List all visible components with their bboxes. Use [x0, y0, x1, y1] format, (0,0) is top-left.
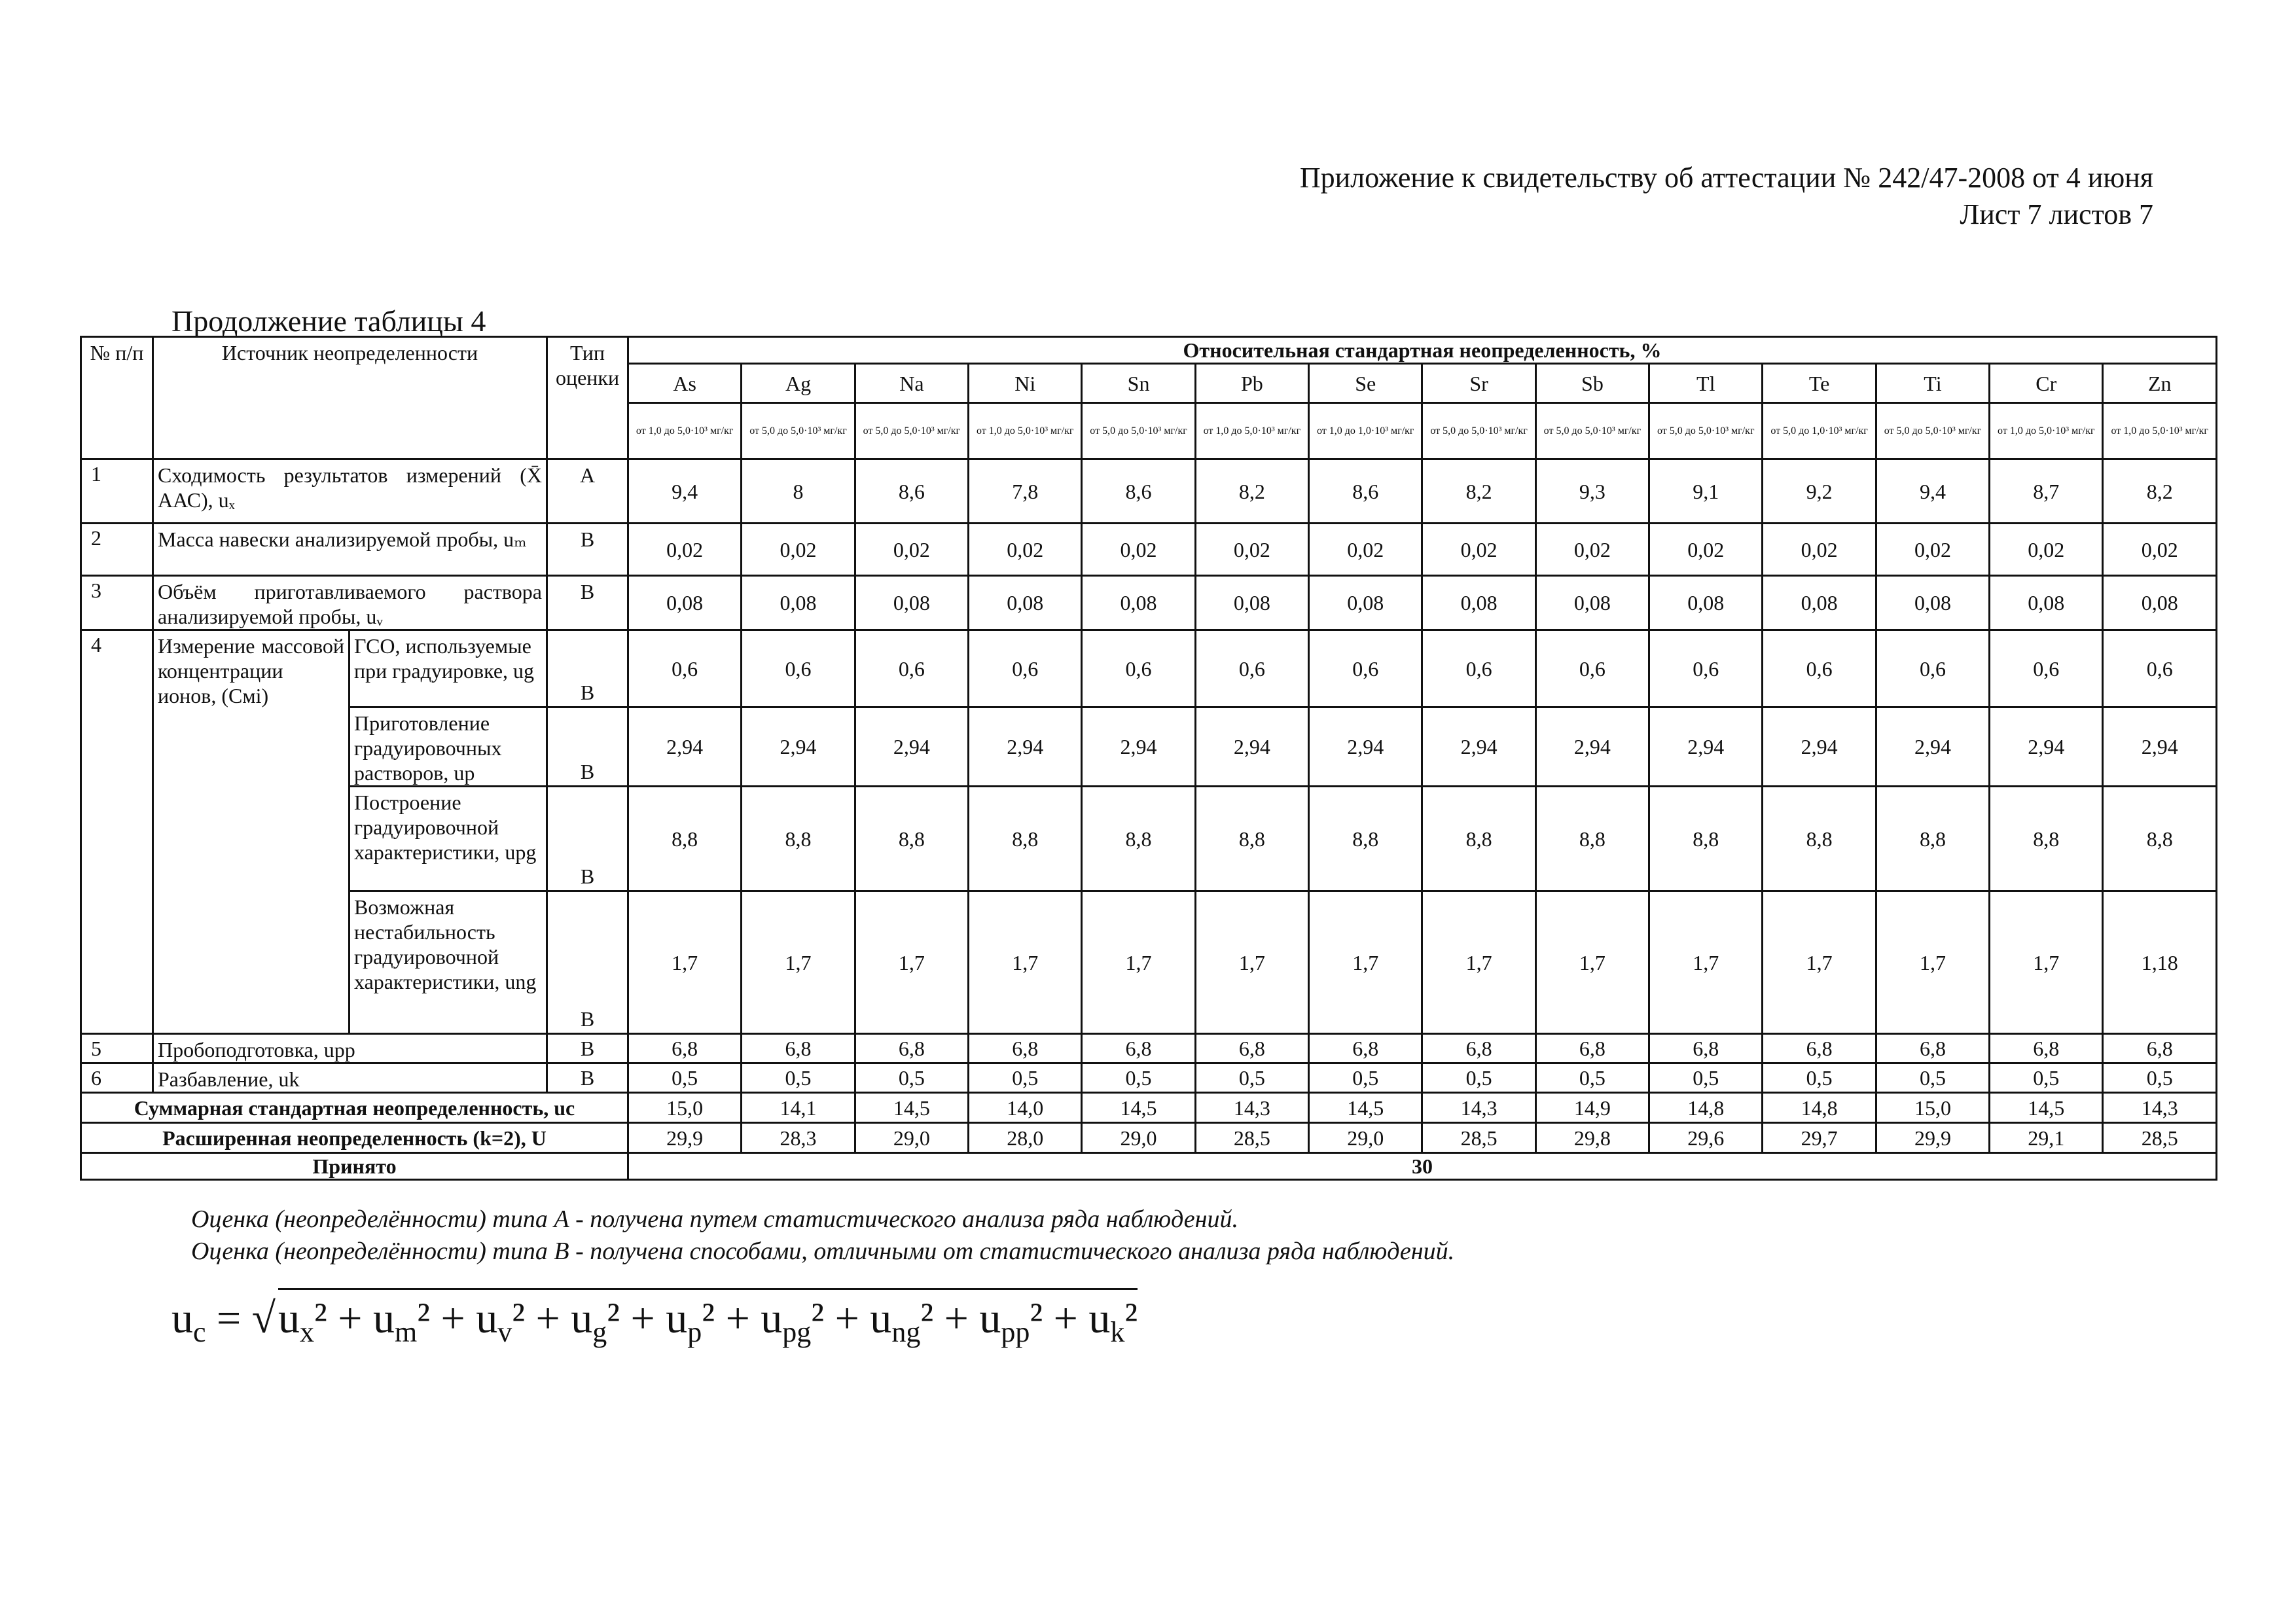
- value-cell: 0,02: [1422, 524, 1535, 576]
- value-cell: 1,18: [2103, 891, 2217, 1034]
- row-num: 4: [81, 630, 153, 1034]
- value-cell: 0,08: [628, 576, 742, 630]
- header-line-attestation: Приложение к свидетельству об аттестации № 242/47-2008 от 4 июня: [1299, 162, 2153, 194]
- total-row-label: Суммарная стандартная неопределенность, uc: [81, 1093, 628, 1123]
- value-cell: 1,7: [1422, 891, 1535, 1034]
- range-header: от 5,0 до 5,0·10³ мг/кг: [1422, 403, 1535, 459]
- value-cell: 0,6: [628, 630, 742, 707]
- value-cell: 8,2: [1195, 459, 1308, 524]
- range-header: от 5,0 до 5,0·10³ мг/кг: [1535, 403, 1649, 459]
- head-source: Источник неопределенности: [153, 337, 547, 459]
- value-cell: 0,6: [1195, 630, 1308, 707]
- value-cell: 9,1: [1649, 459, 1763, 524]
- element-header: Zn: [2103, 364, 2217, 403]
- value-cell: 0,6: [1763, 630, 1876, 707]
- row-type: В: [547, 1034, 628, 1063]
- value-cell: 0,08: [1990, 576, 2103, 630]
- range-header: от 1,0 до 5,0·10³ мг/кг: [628, 403, 742, 459]
- value-cell: 2,94: [969, 707, 1082, 787]
- value-cell: 1,7: [1195, 891, 1308, 1034]
- range-header: от 1,0 до 5,0·10³ мг/кг: [2103, 403, 2217, 459]
- head-num: № п/п: [81, 337, 153, 459]
- element-header: Se: [1309, 364, 1422, 403]
- value-cell: 1,7: [1535, 891, 1649, 1034]
- value-cell: 0,08: [1763, 576, 1876, 630]
- value-cell: 0,08: [1309, 576, 1422, 630]
- accepted-label: Принято: [81, 1153, 628, 1180]
- value-cell: 1,7: [1876, 891, 1989, 1034]
- value-cell: 2,94: [855, 707, 968, 787]
- value-cell: 2,94: [1649, 707, 1763, 787]
- value-cell: 0,08: [2103, 576, 2217, 630]
- value-cell: 0,5: [855, 1063, 968, 1093]
- table-row: [81, 1034, 2217, 1063]
- value-cell: 0,6: [1876, 630, 1989, 707]
- value-cell: 8,2: [2103, 459, 2217, 524]
- row-source: Сходимость результатов измерений (X̄ ААС), uₓ: [153, 459, 547, 524]
- range-header: от 5,0 до 5,0·10³ мг/кг: [855, 403, 968, 459]
- value-cell: 8,8: [1876, 787, 1989, 891]
- value-cell: 0,02: [1195, 524, 1308, 576]
- value-cell: 1,7: [742, 891, 855, 1034]
- range-header: от 5,0 до 5,0·10³ мг/кг: [1876, 403, 1989, 459]
- value-cell: 2,94: [1763, 707, 1876, 787]
- element-header: Na: [855, 364, 968, 403]
- value-cell: 2,94: [742, 707, 855, 787]
- value-cell: 15,0: [1876, 1093, 1989, 1123]
- row-type: В: [547, 576, 628, 630]
- value-cell: 8,8: [628, 787, 742, 891]
- value-cell: 0,6: [2103, 630, 2217, 707]
- value-cell: 14,3: [2103, 1093, 2217, 1123]
- value-cell: 6,8: [1649, 1034, 1763, 1063]
- expanded-row: [81, 1123, 2217, 1153]
- value-cell: 2,94: [1082, 707, 1195, 787]
- header-line-sheet: Лист 7 листов 7: [1960, 198, 2153, 230]
- table-row-group4: [81, 891, 2217, 1034]
- value-cell: 0,08: [1535, 576, 1649, 630]
- value-cell: 0,02: [1649, 524, 1763, 576]
- accepted-row: [81, 1153, 2217, 1180]
- value-cell: 14,5: [1309, 1093, 1422, 1123]
- range-header: от 5,0 до 5,0·10³ мг/кг: [742, 403, 855, 459]
- combined-uncertainty-formula: $u_c = √u_x^2 + u_m^2 + u_v^2 + u_g^2 + u_p^2 + u_{pg}^2 + u_{ng}^2 + u_{pp}^2 + u_k^2$: [171, 1288, 1138, 1349]
- value-cell: 6,8: [1309, 1034, 1422, 1063]
- range-header: от 5,0 до 1,0·10³ мг/кг: [1763, 403, 1876, 459]
- value-cell: 0,5: [1535, 1063, 1649, 1093]
- value-cell: 8,8: [742, 787, 855, 891]
- value-cell: 8,8: [1422, 787, 1535, 891]
- range-header: от 5,0 до 5,0·10³ мг/кг: [1082, 403, 1195, 459]
- value-cell: 9,4: [1876, 459, 1989, 524]
- value-cell: 0,02: [1082, 524, 1195, 576]
- row-num: 5: [81, 1034, 153, 1063]
- value-cell: 0,5: [1082, 1063, 1195, 1093]
- uncertainty-table: [80, 336, 2217, 1181]
- element-header: Ni: [969, 364, 1082, 403]
- element-header: Pb: [1195, 364, 1308, 403]
- value-cell: 8,7: [1990, 459, 2103, 524]
- head-group: Относительная стандартная неопределенность, %: [628, 337, 2217, 364]
- row-num: 1: [81, 459, 153, 524]
- value-cell: 29,8: [1535, 1123, 1649, 1153]
- element-header: Tl: [1649, 364, 1763, 403]
- value-cell: 9,4: [628, 459, 742, 524]
- row-type: В: [547, 787, 628, 891]
- element-header: As: [628, 364, 742, 403]
- value-cell: 14,3: [1195, 1093, 1308, 1123]
- value-cell: 0,08: [1195, 576, 1308, 630]
- range-header: от 5,0 до 5,0·10³ мг/кг: [1649, 403, 1763, 459]
- value-cell: 0,5: [1195, 1063, 1308, 1093]
- value-cell: 0,5: [1422, 1063, 1535, 1093]
- header-row: [81, 337, 2217, 364]
- value-cell: 0,5: [1649, 1063, 1763, 1093]
- row-num: 6: [81, 1063, 153, 1093]
- value-cell: 0,02: [2103, 524, 2217, 576]
- row-source: Объём приготавливаемого раствора анализируемой пробы, uᵥ: [153, 576, 547, 630]
- value-cell: 0,6: [1649, 630, 1763, 707]
- value-cell: 6,8: [1422, 1034, 1535, 1063]
- value-cell: 8,8: [1763, 787, 1876, 891]
- value-cell: 0,5: [1309, 1063, 1422, 1093]
- value-cell: 0,08: [969, 576, 1082, 630]
- note-type-b: Оценка (неопределённости) типа В - получена способами, отличными от статистического анализа ряда наблюдений.: [191, 1238, 1455, 1265]
- value-cell: 6,8: [742, 1034, 855, 1063]
- element-header: Sr: [1422, 364, 1535, 403]
- value-cell: 29,7: [1763, 1123, 1876, 1153]
- value-cell: 0,08: [742, 576, 855, 630]
- value-cell: 0,6: [1535, 630, 1649, 707]
- element-header: Sn: [1082, 364, 1195, 403]
- value-cell: 0,5: [2103, 1063, 2217, 1093]
- value-cell: 2,94: [2103, 707, 2217, 787]
- value-cell: 8,8: [1535, 787, 1649, 891]
- value-cell: 8,8: [2103, 787, 2217, 891]
- value-cell: 0,6: [1082, 630, 1195, 707]
- value-cell: 1,7: [1649, 891, 1763, 1034]
- value-cell: 8,8: [1309, 787, 1422, 891]
- row-type: В: [547, 1063, 628, 1093]
- value-cell: 0,6: [1309, 630, 1422, 707]
- head-type: Тип оценки: [547, 337, 628, 459]
- element-header: Ag: [742, 364, 855, 403]
- subrow-label: Приготовление градуировочных растворов, up: [350, 707, 547, 787]
- row-source: Масса навески анализируемой пробы, uₘ: [153, 524, 547, 576]
- element-header: Cr: [1990, 364, 2103, 403]
- row-num: 2: [81, 524, 153, 576]
- row-type: А: [547, 459, 628, 524]
- value-cell: 2,94: [628, 707, 742, 787]
- value-cell: 0,5: [1876, 1063, 1989, 1093]
- value-cell: 0,08: [1082, 576, 1195, 630]
- radicand: $u_x^2 + u_m^2 + u_v^2 + u_g^2 + u_p^2 + u_{pg}^2 + u_{ng}^2 + u_{pp}^2 + u_k^2$: [278, 1288, 1138, 1349]
- value-cell: 14,5: [1990, 1093, 2103, 1123]
- value-cell: 29,0: [855, 1123, 968, 1153]
- value-cell: 0,6: [1422, 630, 1535, 707]
- value-cell: 0,08: [1422, 576, 1535, 630]
- value-cell: 2,94: [1535, 707, 1649, 787]
- value-cell: 8,8: [1195, 787, 1308, 891]
- value-cell: 14,8: [1763, 1093, 1876, 1123]
- value-cell: 9,2: [1763, 459, 1876, 524]
- value-cell: 0,6: [969, 630, 1082, 707]
- value-cell: 1,7: [1309, 891, 1422, 1034]
- value-cell: 6,8: [1990, 1034, 2103, 1063]
- value-cell: 1,7: [1763, 891, 1876, 1034]
- value-cell: 6,8: [855, 1034, 968, 1063]
- value-cell: 29,0: [1082, 1123, 1195, 1153]
- value-cell: 8,2: [1422, 459, 1535, 524]
- continuation-title: Продолжение таблицы 4: [171, 304, 486, 338]
- value-cell: 2,94: [1422, 707, 1535, 787]
- subrow-label: ГСО, используемые при градуировке, ug: [350, 630, 547, 707]
- row-source: Пробоподготовка, upp: [153, 1034, 547, 1063]
- value-cell: 8,8: [1649, 787, 1763, 891]
- value-cell: 6,8: [1763, 1034, 1876, 1063]
- accepted-value: 30: [628, 1153, 2217, 1180]
- table-row-group4: [81, 630, 2217, 707]
- value-cell: 1,7: [1990, 891, 2103, 1034]
- note-type-a: Оценка (неопределённости) типа А - получена путем статистического анализа ряда наблюдений.: [191, 1205, 1239, 1233]
- value-cell: 0,5: [628, 1063, 742, 1093]
- value-cell: 0,6: [1990, 630, 2103, 707]
- value-cell: 2,94: [1876, 707, 1989, 787]
- value-cell: 14,1: [742, 1093, 855, 1123]
- value-cell: 0,02: [1990, 524, 2103, 576]
- value-cell: 29,0: [1309, 1123, 1422, 1153]
- subrow-label: Построение градуировочной характеристики, upg: [350, 787, 547, 891]
- value-cell: 0,02: [1763, 524, 1876, 576]
- value-cell: 0,08: [855, 576, 968, 630]
- value-cell: 2,94: [1990, 707, 2103, 787]
- value-cell: 0,02: [855, 524, 968, 576]
- value-cell: 8,8: [1082, 787, 1195, 891]
- value-cell: 6,8: [2103, 1034, 2217, 1063]
- table-row-group4: [81, 787, 2217, 891]
- row-type: В: [547, 524, 628, 576]
- value-cell: 6,8: [969, 1034, 1082, 1063]
- value-cell: 28,5: [1422, 1123, 1535, 1153]
- value-cell: 28,5: [2103, 1123, 2217, 1153]
- value-cell: 1,7: [628, 891, 742, 1034]
- table-row: [81, 1063, 2217, 1093]
- value-cell: 1,7: [969, 891, 1082, 1034]
- value-cell: 0,02: [1535, 524, 1649, 576]
- row-source: Разбавление, uk: [153, 1063, 547, 1093]
- row-source: Измерение массовой концентрации ионов, (Cмі): [153, 630, 350, 1034]
- row-num: 3: [81, 576, 153, 630]
- row-type: В: [547, 630, 628, 707]
- value-cell: 6,8: [1082, 1034, 1195, 1063]
- value-cell: 14,0: [969, 1093, 1082, 1123]
- value-cell: 6,8: [628, 1034, 742, 1063]
- value-cell: 28,3: [742, 1123, 855, 1153]
- value-cell: 14,8: [1649, 1093, 1763, 1123]
- value-cell: 14,5: [855, 1093, 968, 1123]
- value-cell: 6,8: [1195, 1034, 1308, 1063]
- element-header: Ti: [1876, 364, 1989, 403]
- value-cell: 0,5: [1990, 1063, 2103, 1093]
- value-cell: 1,7: [1082, 891, 1195, 1034]
- value-cell: 0,02: [742, 524, 855, 576]
- expanded-row-label: Расширенная неопределенность (k=2), U: [81, 1123, 628, 1153]
- value-cell: 0,5: [742, 1063, 855, 1093]
- value-cell: 8,6: [1309, 459, 1422, 524]
- value-cell: 2,94: [1195, 707, 1308, 787]
- value-cell: 15,0: [628, 1093, 742, 1123]
- value-cell: 0,02: [1876, 524, 1989, 576]
- value-cell: 14,9: [1535, 1093, 1649, 1123]
- total-row: [81, 1093, 2217, 1123]
- row-type: В: [547, 891, 628, 1034]
- value-cell: 0,5: [969, 1063, 1082, 1093]
- value-cell: 28,5: [1195, 1123, 1308, 1153]
- value-cell: 28,0: [969, 1123, 1082, 1153]
- value-cell: 8,6: [1082, 459, 1195, 524]
- value-cell: 9,3: [1535, 459, 1649, 524]
- table-row: [81, 524, 2217, 576]
- value-cell: 2,94: [1309, 707, 1422, 787]
- table-row-group4: [81, 707, 2217, 787]
- element-header: Te: [1763, 364, 1876, 403]
- range-header: от 1,0 до 5,0·10³ мг/кг: [1990, 403, 2103, 459]
- value-cell: 7,8: [969, 459, 1082, 524]
- subrow-label: Возможная нестабильность градуировочной характеристики, ung: [350, 891, 547, 1034]
- value-cell: 29,9: [1876, 1123, 1989, 1153]
- value-cell: 0,08: [1876, 576, 1989, 630]
- value-cell: 8,8: [969, 787, 1082, 891]
- value-cell: 0,6: [742, 630, 855, 707]
- element-header: Sb: [1535, 364, 1649, 403]
- row-type: В: [547, 707, 628, 787]
- value-cell: 0,5: [1763, 1063, 1876, 1093]
- value-cell: 8: [742, 459, 855, 524]
- value-cell: 0,6: [855, 630, 968, 707]
- range-header: от 1,0 до 5,0·10³ мг/кг: [969, 403, 1082, 459]
- value-cell: 0,08: [1649, 576, 1763, 630]
- value-cell: 8,6: [855, 459, 968, 524]
- value-cell: 29,9: [628, 1123, 742, 1153]
- value-cell: 14,5: [1082, 1093, 1195, 1123]
- table-row: [81, 459, 2217, 524]
- value-cell: 0,02: [628, 524, 742, 576]
- value-cell: 8,8: [1990, 787, 2103, 891]
- value-cell: 1,7: [855, 891, 968, 1034]
- value-cell: 14,3: [1422, 1093, 1535, 1123]
- value-cell: 29,6: [1649, 1123, 1763, 1153]
- value-cell: 6,8: [1535, 1034, 1649, 1063]
- table-row: [81, 576, 2217, 630]
- range-header: от 1,0 до 1,0·10³ мг/кг: [1309, 403, 1422, 459]
- value-cell: 0,02: [969, 524, 1082, 576]
- range-header: от 1,0 до 5,0·10³ мг/кг: [1195, 403, 1308, 459]
- value-cell: 6,8: [1876, 1034, 1989, 1063]
- value-cell: 29,1: [1990, 1123, 2103, 1153]
- value-cell: 8,8: [855, 787, 968, 891]
- value-cell: 0,02: [1309, 524, 1422, 576]
